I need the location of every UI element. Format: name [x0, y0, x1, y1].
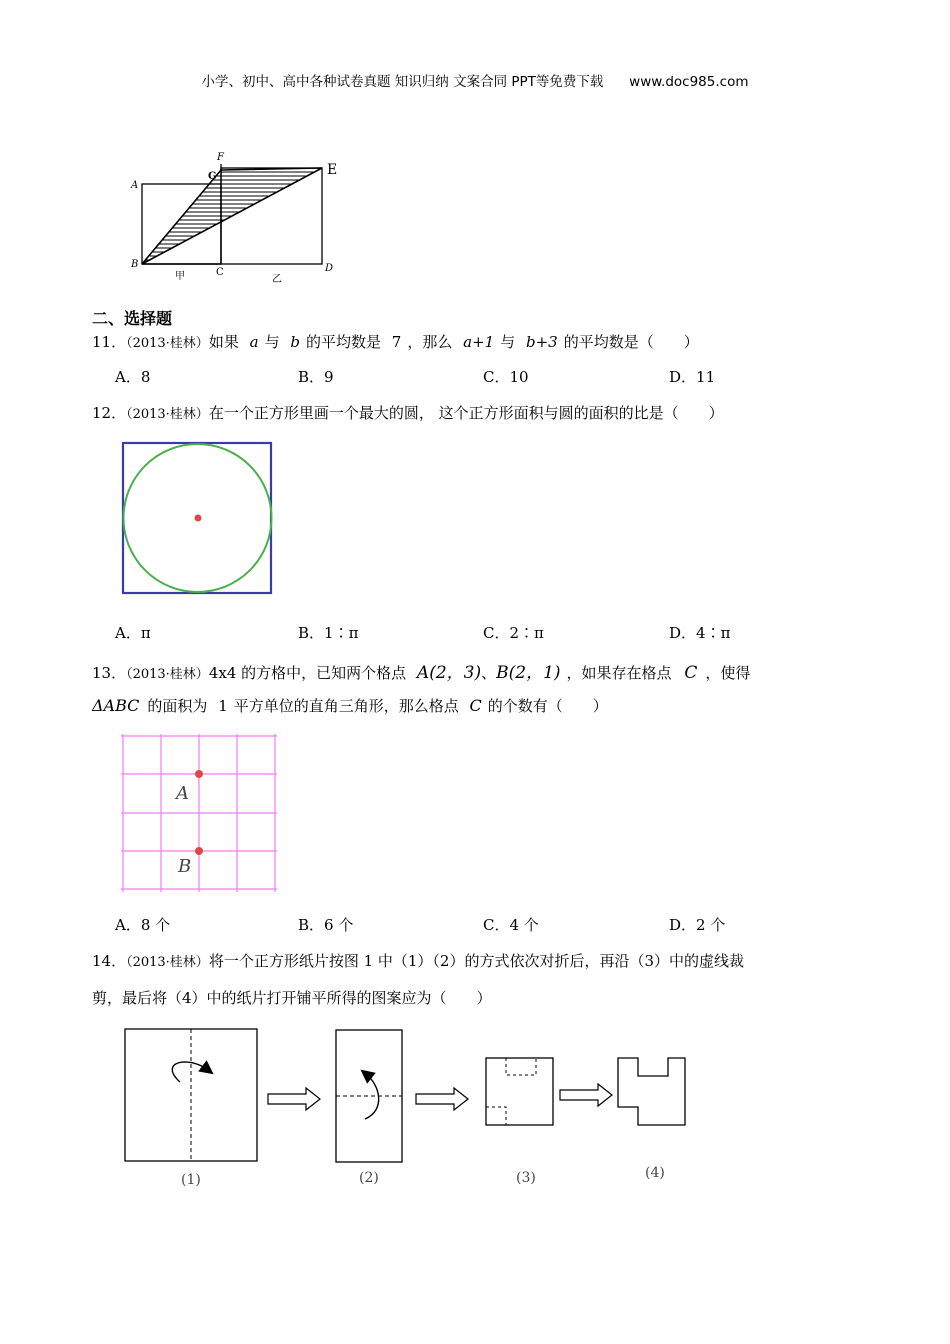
folding-figure [118, 1022, 708, 1197]
question-12: 12．（2013·桂林）在一个正方形里画一个最大的圆， 这个正方形面积与圆的面积的比是（ ） [92, 404, 724, 422]
point-a-label: A [176, 783, 189, 804]
rectangles-figure [120, 148, 360, 288]
q13-option-b[interactable]: B．6 个 [298, 916, 354, 934]
label-a: A [131, 180, 139, 191]
label-g: G [208, 171, 217, 182]
label-c: C [216, 267, 224, 278]
question-11: 11．（2013·桂林）如果 a 与 b 的平均数是 7 ，那么 a+1 与 b+3 的平均数是（ ） [92, 333, 699, 351]
hollow-arrow-icon [268, 1088, 320, 1110]
q12-option-d[interactable]: D．4∶π [669, 624, 731, 642]
point-a-dot [195, 770, 203, 778]
q11-option-a[interactable]: A．8 [115, 368, 151, 386]
page-header: 小学、初中、高中各种试卷真题 知识归纳 文案合同 PPT等免费下载 www.doc985.com [201, 74, 749, 90]
point-b-label: B [178, 856, 192, 877]
label-e: E [327, 162, 338, 178]
label-b: B [131, 259, 139, 270]
q12-option-b[interactable]: B．1∶π [298, 624, 359, 642]
fold-step-1 [125, 1029, 257, 1161]
circle-center-dot [195, 515, 202, 522]
grid-figure [118, 732, 280, 896]
label-yi: 乙 [272, 274, 282, 285]
fold-step-4-shape [618, 1058, 685, 1125]
caption-4: (4) [645, 1165, 665, 1181]
question-13-line2: ΔABC 的面积为 1 平方单位的直角三角形，那么格点 C 的个数有（ ） [92, 696, 608, 715]
hollow-arrow-icon-3 [560, 1084, 612, 1106]
section-title: 二、选择题 [92, 309, 173, 328]
question-14-line1: 14．（2013·桂林）将一个正方形纸片按图 1 中（1）（2）的方式依次对折后，再沿（3）中的虚线裁 [92, 952, 745, 970]
q11-option-d[interactable]: D．11 [669, 368, 716, 386]
label-d: D [325, 263, 334, 274]
q13-option-d[interactable]: D．2 个 [669, 916, 726, 934]
caption-2: (2) [359, 1170, 379, 1186]
fold-step-2 [336, 1030, 402, 1162]
q13-option-a[interactable]: A．8 个 [115, 916, 171, 934]
square-circle-figure [118, 438, 278, 598]
q12-option-c[interactable]: C．2∶π [483, 624, 544, 642]
label-f: F [217, 152, 224, 163]
q13-option-c[interactable]: C．4 个 [483, 916, 539, 934]
q11-option-b[interactable]: B．9 [298, 368, 334, 386]
caption-1: (1) [181, 1172, 201, 1188]
label-jia: 甲 [175, 271, 185, 282]
q11-option-c[interactable]: C．10 [483, 368, 529, 386]
question-14-line2: 剪，最后将（4）中的纸片打开铺平所得的图案应为（ ） [92, 989, 492, 1007]
point-b-dot [195, 847, 203, 855]
hollow-arrow-icon-2 [416, 1088, 468, 1110]
question-13-line1: 13．（2013·桂林）4x4 的方格中，已知两个格点 A(2，3)、B(2，1) ，如果存在格点 C ，使得 [92, 663, 751, 683]
caption-3: (3) [516, 1170, 536, 1186]
q12-option-a[interactable]: A．π [115, 624, 151, 642]
fold-step-3 [486, 1058, 553, 1125]
fold-arrow-icon [172, 1062, 208, 1082]
